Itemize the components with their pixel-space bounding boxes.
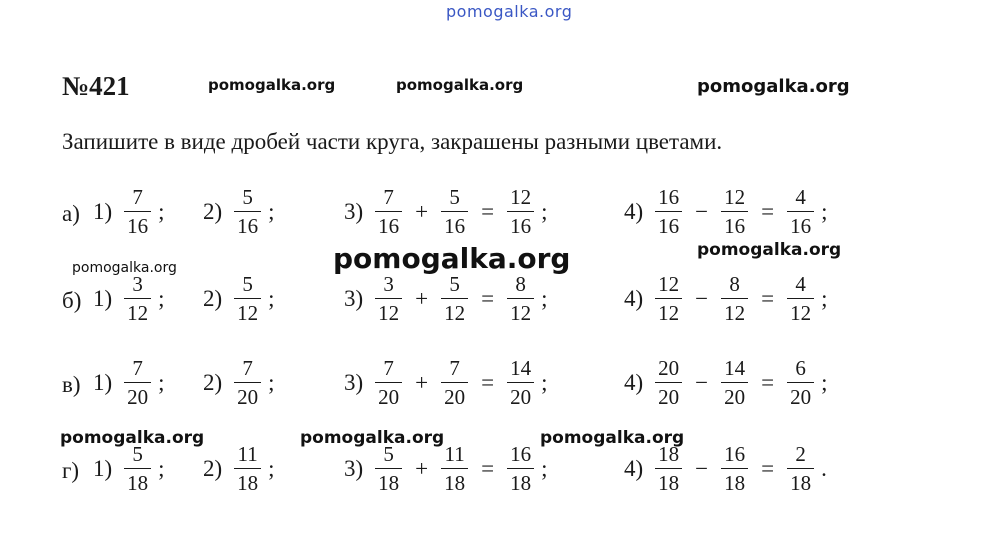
fraction: [507, 358, 534, 408]
fraction: [721, 444, 748, 494]
fraction: [375, 187, 402, 237]
numerator: 12: [724, 185, 746, 209]
item-label: 3): [344, 370, 364, 395]
fraction: [507, 444, 534, 494]
denominator: 20: [721, 382, 748, 408]
item-label: 3): [344, 199, 364, 224]
row-label: б): [62, 288, 82, 313]
denominator: 12: [721, 298, 748, 324]
item-label: 1): [93, 286, 113, 311]
numerator: 12: [658, 272, 680, 296]
equals-sign: =: [761, 286, 775, 311]
item-label: 1): [93, 199, 113, 224]
item-v1: [93, 358, 165, 408]
watermark-top: pomogalka.org: [446, 2, 573, 21]
numerator: 14: [510, 356, 532, 380]
punctuation: ;: [268, 199, 275, 224]
denominator: 16: [787, 211, 814, 237]
numerator: 5: [242, 185, 253, 209]
punctuation: ;: [541, 370, 548, 395]
fraction: [721, 358, 748, 408]
denominator: 16: [234, 211, 261, 237]
denominator: 18: [787, 468, 814, 494]
watermark: pomogalka.org: [540, 428, 685, 448]
fraction: [655, 187, 682, 237]
fraction: [787, 274, 814, 324]
fraction: [441, 444, 468, 494]
numerator: 11: [237, 442, 258, 466]
numerator: 8: [515, 272, 526, 296]
numerator: 5: [449, 272, 460, 296]
numerator: 5: [242, 272, 253, 296]
item-a1: [93, 187, 165, 237]
equals-sign: =: [481, 199, 495, 224]
numerator: 12: [510, 185, 532, 209]
denominator: 12: [375, 298, 402, 324]
denominator: 18: [721, 468, 748, 494]
row-label: а): [62, 201, 80, 226]
item-b4: [624, 274, 828, 324]
numerator: 4: [795, 185, 806, 209]
numerator: 16: [724, 442, 746, 466]
item-b1: [93, 274, 165, 324]
item-g4: [624, 444, 827, 494]
punctuation: ;: [158, 199, 165, 224]
denominator: 20: [375, 382, 402, 408]
denominator: 12: [441, 298, 468, 324]
item-label: 2): [203, 199, 223, 224]
plus-sign: +: [415, 370, 429, 395]
denominator: 16: [507, 211, 534, 237]
numerator: 7: [383, 185, 394, 209]
fraction: [655, 358, 682, 408]
denominator: 16: [375, 211, 402, 237]
denominator: 16: [441, 211, 468, 237]
punctuation: .: [821, 456, 827, 481]
denominator: 12: [507, 298, 534, 324]
item-v4: [624, 358, 828, 408]
problem-number: №421: [62, 71, 130, 101]
numerator: 7: [242, 356, 253, 380]
fraction: [124, 187, 151, 237]
plus-sign: +: [415, 286, 429, 311]
numerator: 14: [724, 356, 746, 380]
denominator: 18: [124, 468, 151, 494]
punctuation: ;: [541, 199, 548, 224]
punctuation: ;: [821, 199, 828, 224]
punctuation: ;: [268, 286, 275, 311]
task-text: Запишите в виде дробей части круга, закрашены разными цветами.: [62, 129, 723, 154]
numerator: 3: [132, 272, 143, 296]
numerator: 7: [383, 356, 394, 380]
denominator: 20: [441, 382, 468, 408]
equals-sign: =: [481, 286, 495, 311]
punctuation: ;: [541, 456, 548, 481]
numerator: 16: [510, 442, 532, 466]
fraction: [234, 358, 261, 408]
numerator: 11: [444, 442, 465, 466]
fraction: [787, 444, 814, 494]
fraction: [234, 444, 261, 494]
item-label: 4): [624, 286, 644, 311]
denominator: 20: [124, 382, 151, 408]
item-label: 2): [203, 286, 223, 311]
denominator: 18: [441, 468, 468, 494]
fraction: [234, 187, 261, 237]
punctuation: ;: [821, 286, 828, 311]
numerator: 4: [795, 272, 806, 296]
watermark: pomogalka.org: [72, 260, 177, 276]
item-v2: [203, 358, 275, 408]
numerator: 7: [132, 185, 143, 209]
denominator: 20: [787, 382, 814, 408]
item-g1: [93, 444, 165, 494]
numerator: 6: [795, 356, 806, 380]
denominator: 12: [787, 298, 814, 324]
item-b2: [203, 274, 275, 324]
item-g2: [203, 444, 275, 494]
punctuation: ;: [158, 286, 165, 311]
denominator: 18: [507, 468, 534, 494]
fraction: [441, 274, 468, 324]
fraction: [655, 444, 682, 494]
punctuation: ;: [158, 456, 165, 481]
watermark: pomogalka.org: [60, 428, 205, 448]
minus-sign: −: [695, 199, 709, 224]
item-label: 1): [93, 370, 113, 395]
item-label: 3): [344, 286, 364, 311]
numerator: 20: [658, 356, 680, 380]
denominator: 20: [655, 382, 682, 408]
numerator: 5: [449, 185, 460, 209]
item-label: 1): [93, 456, 113, 481]
fraction: [124, 444, 151, 494]
denominator: 18: [375, 468, 402, 494]
fraction: [234, 274, 261, 324]
numerator: 5: [132, 442, 143, 466]
equals-sign: =: [481, 456, 495, 481]
row-label: в): [62, 372, 81, 397]
fraction: [507, 274, 534, 324]
equals-sign: =: [761, 199, 775, 224]
fraction: [507, 187, 534, 237]
watermark: pomogalka.org: [208, 76, 336, 94]
plus-sign: +: [415, 456, 429, 481]
numerator: 3: [383, 272, 394, 296]
item-label: 3): [344, 456, 364, 481]
denominator: 12: [234, 298, 261, 324]
denominator: 12: [124, 298, 151, 324]
item-label: 2): [203, 370, 223, 395]
item-label: 4): [624, 199, 644, 224]
fraction: [655, 274, 682, 324]
plus-sign: +: [415, 199, 429, 224]
minus-sign: −: [695, 370, 709, 395]
fraction: [375, 444, 402, 494]
item-g3: [344, 444, 548, 494]
fraction: [721, 274, 748, 324]
item-label: 4): [624, 370, 644, 395]
denominator: 16: [655, 211, 682, 237]
numerator: 5: [383, 442, 394, 466]
minus-sign: −: [695, 286, 709, 311]
item-a2: [203, 187, 275, 237]
numerator: 18: [658, 442, 680, 466]
watermark: pomogalka.org: [300, 428, 445, 448]
row-label: г): [62, 458, 80, 483]
punctuation: ;: [268, 370, 275, 395]
numerator: 7: [132, 356, 143, 380]
denominator: 12: [655, 298, 682, 324]
watermark: pomogalka.org: [697, 240, 842, 260]
fraction: [787, 358, 814, 408]
watermark: pomogalka.org: [697, 76, 850, 97]
punctuation: ;: [158, 370, 165, 395]
fraction: [441, 358, 468, 408]
denominator: 20: [234, 382, 261, 408]
numerator: 8: [729, 272, 740, 296]
fraction: [124, 358, 151, 408]
fraction: [375, 274, 402, 324]
denominator: 18: [234, 468, 261, 494]
punctuation: ;: [541, 286, 548, 311]
numerator: 7: [449, 356, 460, 380]
minus-sign: −: [695, 456, 709, 481]
watermark: pomogalka.org: [396, 76, 524, 94]
denominator: 20: [507, 382, 534, 408]
denominator: 16: [721, 211, 748, 237]
numerator: 2: [795, 442, 806, 466]
item-v3: [344, 358, 548, 408]
denominator: 18: [655, 468, 682, 494]
item-a4: [624, 187, 828, 237]
fraction: [124, 274, 151, 324]
punctuation: ;: [268, 456, 275, 481]
item-a3: [344, 187, 548, 237]
punctuation: ;: [821, 370, 828, 395]
item-label: 2): [203, 456, 223, 481]
numerator: 16: [658, 185, 680, 209]
fraction: [441, 187, 468, 237]
fraction: [787, 187, 814, 237]
denominator: 16: [124, 211, 151, 237]
item-b3: [344, 274, 548, 324]
equals-sign: =: [761, 456, 775, 481]
watermark: pomogalka.org: [333, 242, 571, 275]
equals-sign: =: [481, 370, 495, 395]
fraction: [721, 187, 748, 237]
item-label: 4): [624, 456, 644, 481]
equals-sign: =: [761, 370, 775, 395]
fraction: [375, 358, 402, 408]
